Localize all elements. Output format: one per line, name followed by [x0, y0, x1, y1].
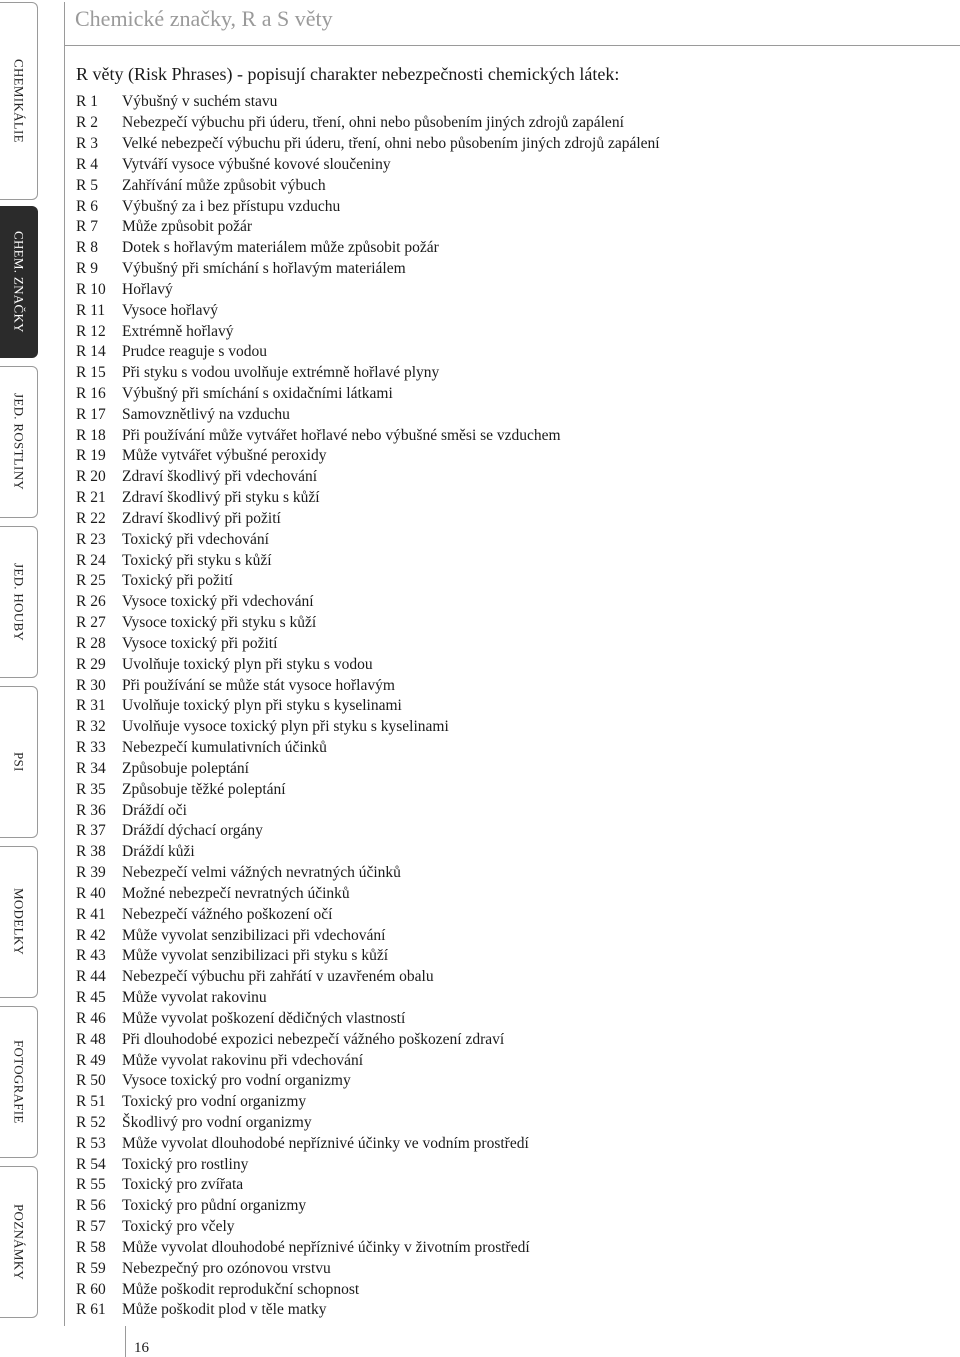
- phrase-text: Nebezpečí kumulativních účinků: [122, 739, 327, 757]
- phrase-text: Zdraví škodlivý při požití: [122, 509, 281, 527]
- risk-phrase-list: [76, 92, 936, 1321]
- phrase-code: R 52: [76, 1113, 106, 1131]
- list-item: [76, 1279, 936, 1300]
- phrase-text: Výbušný při smíchání s oxidačními látkami: [122, 385, 393, 402]
- phrase-text: Toxický pro rostliny: [122, 1155, 249, 1173]
- list-item: [76, 988, 936, 1009]
- list-item: [76, 300, 936, 321]
- phrase-text: Toxický pro včely: [122, 1218, 235, 1236]
- list-item: [76, 1050, 936, 1071]
- phrase-code: R 12: [76, 322, 106, 340]
- phrase-text: Prudce reaguje s vodou: [122, 343, 268, 361]
- tab-chem-znacky[interactable]: [0, 206, 38, 358]
- phrase-text: Velké nebezpečí výbuchu při úderu, tření, ohni nebo působením jiných zdrojů zapálení: [122, 135, 660, 153]
- phrase-text: Může poškodit reprodukční schopnost: [122, 1280, 360, 1298]
- tab-chemikalie[interactable]: [0, 2, 38, 200]
- list-item: [76, 384, 936, 405]
- phrase-text: Toxický při vdechování: [122, 530, 269, 548]
- phrase-text: Zdraví škodlivý při styku s kůží: [122, 489, 320, 507]
- list-item: [76, 217, 936, 238]
- phrase-code: R 51: [76, 1093, 106, 1111]
- list-item: [76, 1238, 936, 1259]
- list-item: [76, 1071, 936, 1092]
- phrase-text: Vysoce toxický při požití: [122, 634, 278, 652]
- phrase-code: R 22: [76, 509, 106, 527]
- phrase-code: R 29: [76, 655, 106, 673]
- tab-label: POZNÁMKY: [11, 1203, 27, 1281]
- tab-label: CHEMIKÁLIE: [11, 59, 27, 143]
- list-item: [76, 821, 936, 842]
- list-item: [76, 759, 936, 780]
- phrase-code: R 57: [76, 1218, 106, 1236]
- phrase-text: Toxický pro půdní organizmy: [122, 1197, 307, 1215]
- list-item: [76, 1008, 936, 1029]
- phrase-text: Může způsobit požár: [122, 218, 252, 236]
- phrase-text: Může vyvolat dlouhodobé nepříznivé účinky v životním prostředí: [122, 1238, 530, 1256]
- phrase-code: R 55: [76, 1176, 106, 1194]
- list-item: [76, 550, 936, 571]
- phrase-text: Způsobuje poleptání: [122, 759, 249, 777]
- phrase-code: R 48: [76, 1030, 106, 1048]
- list-item: [76, 1217, 936, 1238]
- list-item: [76, 488, 936, 509]
- section-heading: R věty (Risk Phrases) - popisují charakter nebezpečnosti chemických látek:: [76, 64, 620, 84]
- phrase-text: Způsobuje těžké poleptání: [122, 780, 286, 798]
- list-item: [76, 321, 936, 342]
- phrase-code: R 50: [76, 1072, 106, 1090]
- phrase-code: R 45: [76, 989, 106, 1007]
- phrase-text: Při dlouhodobé expozici nebezpečí vážného poškození zdraví: [122, 1030, 505, 1048]
- phrase-code: R 35: [76, 780, 106, 798]
- phrase-text: Vysoce toxický při vdechování: [122, 593, 314, 611]
- phrase-code: R 18: [76, 426, 106, 444]
- phrase-text: Může vyvolat rakovinu: [122, 989, 267, 1007]
- phrase-text: Uvolňuje toxický plyn při styku s vodou: [122, 655, 373, 673]
- phrase-code: R 20: [76, 468, 106, 486]
- phrase-code: R 16: [76, 385, 106, 402]
- phrase-text: Při používání může vytvářet hořlavé nebo výbušné směsi se vzduchem: [122, 426, 561, 444]
- phrase-code: R 25: [76, 572, 106, 590]
- phrase-text: Zdraví škodlivý při vdechování: [122, 468, 317, 486]
- phrase-code: R 2: [76, 114, 98, 132]
- phrase-text: Nebezpečí výbuchu při úderu, tření, ohni nebo působením jiných zdrojů zapálení: [122, 114, 624, 132]
- phrase-code: R 24: [76, 551, 106, 569]
- phrase-code: R 37: [76, 822, 106, 840]
- list-item: [76, 1092, 936, 1113]
- phrase-code: R 60: [76, 1280, 106, 1298]
- phrase-text: Výbušný v suchém stavu: [122, 93, 278, 111]
- list-item: [76, 113, 936, 134]
- phrase-text: Extrémně hořlavý: [122, 322, 234, 340]
- phrase-code: R 38: [76, 843, 106, 861]
- phrase-text: Výbušný za i bez přístupu vzduchu: [122, 197, 341, 215]
- list-item: [76, 279, 936, 300]
- tab-label: MODELKY: [11, 888, 27, 956]
- section-tabs: [0, 0, 40, 1340]
- phrase-text: Dráždí dýchací orgány: [122, 822, 263, 840]
- list-item: [76, 467, 936, 488]
- tab-psi[interactable]: [0, 686, 38, 838]
- list-item: [76, 592, 936, 613]
- phrase-text: Může vyvolat rakovinu při vdechování: [122, 1051, 364, 1069]
- phrase-code: R 17: [76, 405, 106, 423]
- list-item: [76, 800, 936, 821]
- tab-poznamky[interactable]: [0, 1166, 38, 1318]
- phrase-code: R 27: [76, 614, 106, 632]
- page-title: Chemické značky, R a S věty: [75, 6, 333, 31]
- content-frame-line: [64, 46, 65, 1326]
- list-item: [76, 446, 936, 467]
- list-item: [76, 675, 936, 696]
- tab-label: PSI: [11, 752, 27, 772]
- phrase-text: Může poškodit plod v těle matky: [122, 1301, 327, 1319]
- phrase-code: R 56: [76, 1197, 106, 1215]
- phrase-text: Toxický při požití: [122, 572, 233, 590]
- list-item: [76, 529, 936, 550]
- phrase-text: Může vyvolat senzibilizaci při styku s kůží: [122, 947, 389, 965]
- tab-label: CHEM. ZNAČKY: [11, 231, 27, 333]
- list-item: [76, 196, 936, 217]
- phrase-text: Toxický při styku s kůží: [122, 551, 272, 569]
- phrase-code: R 49: [76, 1051, 106, 1069]
- phrase-code: R 15: [76, 364, 106, 382]
- phrase-code: R 23: [76, 530, 106, 548]
- list-item: [76, 238, 936, 259]
- tab-modelky[interactable]: [0, 846, 38, 998]
- list-item: [76, 363, 936, 384]
- phrase-code: R 54: [76, 1155, 106, 1173]
- list-item: [76, 154, 936, 175]
- list-item: [76, 1258, 936, 1279]
- list-item: [76, 634, 936, 655]
- tab-jed-rostliny[interactable]: [0, 366, 38, 518]
- list-item: [76, 654, 936, 675]
- phrase-text: Uvolňuje vysoce toxický plyn při styku s kyselinami: [122, 718, 449, 736]
- main-content: [76, 62, 936, 1321]
- list-item: [76, 175, 936, 196]
- phrase-code: R 8: [76, 239, 98, 257]
- phrase-code: R 31: [76, 697, 106, 715]
- phrase-code: R 32: [76, 718, 106, 736]
- phrase-code: R 5: [76, 176, 98, 194]
- phrase-text: Toxický pro vodní organizmy: [122, 1093, 307, 1111]
- phrase-code: R 30: [76, 676, 106, 694]
- list-item: [76, 1196, 936, 1217]
- list-item: [76, 1029, 936, 1050]
- list-item: [76, 92, 936, 113]
- phrase-text: Vysoce toxický při styku s kůží: [122, 614, 317, 632]
- list-item: [76, 571, 936, 592]
- phrase-code: R 19: [76, 447, 106, 465]
- list-item: [76, 842, 936, 863]
- page-number-divider: [125, 1326, 126, 1357]
- phrase-text: Může vyvolat poškození dědičných vlastností: [122, 1009, 406, 1027]
- phrase-code: R 53: [76, 1134, 106, 1152]
- list-item: [76, 509, 936, 530]
- list-item: [76, 904, 936, 925]
- list-item: [76, 259, 936, 280]
- list-item: [76, 1175, 936, 1196]
- phrase-code: R 26: [76, 593, 106, 611]
- list-item: [76, 1133, 936, 1154]
- phrase-code: R 61: [76, 1301, 106, 1319]
- phrase-code: R 36: [76, 801, 106, 819]
- phrase-code: R 9: [76, 260, 98, 278]
- phrase-code: R 1: [76, 93, 98, 111]
- phrase-text: Může vyvolat dlouhodobé nepříznivé účinky ve vodním prostředí: [122, 1134, 529, 1152]
- phrase-text: Vytváří vysoce výbušné kovové sloučeniny: [122, 155, 391, 173]
- list-item: [76, 1300, 936, 1321]
- phrase-code: R 7: [76, 218, 98, 236]
- phrase-code: R 6: [76, 197, 98, 215]
- list-item: [76, 1113, 936, 1134]
- phrase-code: R 44: [76, 968, 106, 986]
- phrase-code: R 40: [76, 884, 106, 902]
- phrase-text: Vysoce toxický pro vodní organizmy: [122, 1072, 351, 1090]
- tab-jed-houby[interactable]: [0, 526, 38, 678]
- phrase-text: Vysoce hořlavý: [122, 301, 218, 319]
- phrase-code: R 43: [76, 947, 106, 965]
- phrase-code: R 33: [76, 739, 106, 757]
- phrase-text: Nebezpečí vážného poškození očí: [122, 905, 333, 923]
- list-item: [76, 863, 936, 884]
- phrase-text: Dotek s hořlavým materiálem může způsobit požár: [122, 239, 439, 257]
- phrase-text: Škodlivý pro vodní organizmy: [122, 1113, 312, 1131]
- list-item: [76, 925, 936, 946]
- list-item: [76, 738, 936, 759]
- phrase-text: Může vyvolat senzibilizaci při vdechování: [122, 926, 386, 944]
- phrase-code: R 59: [76, 1259, 106, 1277]
- phrase-text: Nebezpečí výbuchu při zahřátí v uzavřeném obalu: [122, 968, 434, 986]
- phrase-text: Možné nebezpečí nevratných účinků: [122, 884, 350, 902]
- tab-label: JED. ROSTLINY: [11, 393, 27, 491]
- tab-fotografie[interactable]: [0, 1006, 38, 1158]
- phrase-text: Toxický pro zvířata: [122, 1176, 244, 1194]
- phrase-text: Samovznětlivý na vzduchu: [122, 405, 290, 423]
- phrase-code: R 42: [76, 926, 106, 944]
- phrase-code: R 41: [76, 905, 106, 923]
- phrase-code: R 28: [76, 634, 106, 652]
- phrase-code: R 39: [76, 864, 106, 882]
- list-item: [76, 613, 936, 634]
- phrase-code: R 3: [76, 135, 98, 153]
- phrase-text: Dráždí oči: [122, 801, 187, 819]
- phrase-code: R 58: [76, 1238, 106, 1256]
- list-item: [76, 779, 936, 800]
- phrase-code: R 21: [76, 489, 106, 507]
- phrase-code: R 34: [76, 759, 106, 777]
- phrase-code: R 46: [76, 1009, 106, 1027]
- list-item: [76, 425, 936, 446]
- list-item: [76, 717, 936, 738]
- tab-label: FOTOGRAFIE: [11, 1040, 27, 1124]
- phrase-code: R 14: [76, 343, 106, 361]
- phrase-text: Uvolňuje toxický plyn při styku s kyselinami: [122, 697, 402, 715]
- list-item: [76, 883, 936, 904]
- page-number: 16: [134, 1340, 149, 1356]
- list-item: [76, 134, 936, 155]
- list-item: [76, 696, 936, 717]
- phrase-text: Při používání se může stát vysoce hořlavým: [122, 676, 395, 694]
- phrase-code: R 10: [76, 280, 106, 298]
- list-item: [76, 404, 936, 425]
- list-item: [76, 342, 936, 363]
- list-item: [76, 1154, 936, 1175]
- phrase-text: Nebezpečí velmi vážných nevratných účinků: [122, 864, 401, 882]
- list-item: [76, 967, 936, 988]
- phrase-text: Při styku s vodou uvolňuje extrémně hořlavé plyny: [122, 364, 440, 382]
- phrase-text: Zahřívání může způsobit výbuch: [122, 176, 326, 194]
- tab-label: JED. HOUBY: [11, 562, 27, 642]
- phrase-text: Dráždí kůži: [122, 843, 195, 861]
- phrase-code: R 11: [76, 301, 106, 319]
- phrase-text: Výbušný při smíchání s hořlavým materiálem: [122, 260, 406, 278]
- list-item: [76, 946, 936, 967]
- phrase-text: Nebezpečný pro ozónovou vrstvu: [122, 1259, 331, 1277]
- phrase-text: Může vytvářet výbušné peroxidy: [122, 447, 327, 465]
- phrase-text: Hořlavý: [122, 280, 173, 298]
- phrase-code: R 4: [76, 155, 98, 173]
